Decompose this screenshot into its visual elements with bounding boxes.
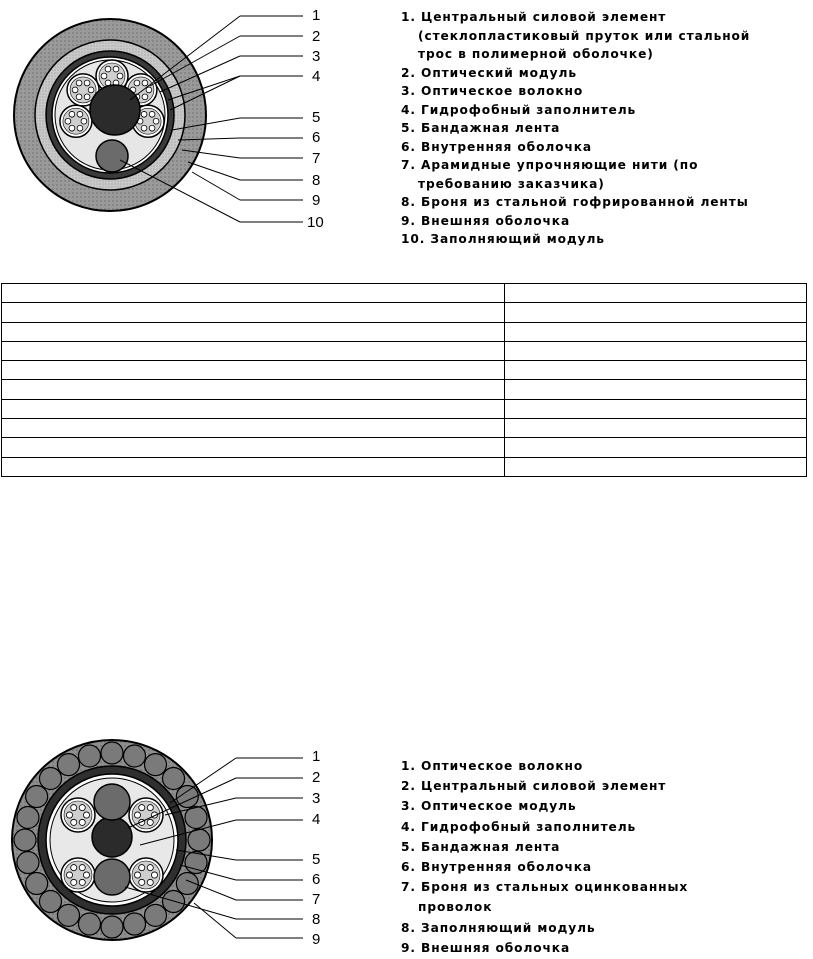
optical-fiber [66,812,72,818]
armor-wire [78,913,100,935]
optical-fiber [76,94,82,100]
table-cell-value [505,380,807,399]
table-row [2,341,807,360]
cable-cross-section-2 [0,725,400,959]
legend-line: 2. Центральный силовой элемент [401,779,667,794]
num-label: 6 [312,871,321,888]
armor-wire [124,913,146,935]
optical-fiber [117,73,123,79]
optical-fiber [79,805,85,811]
table-row [2,438,807,457]
filling-module-2b [94,859,130,895]
armor-wire [58,904,80,926]
optical-fiber [149,125,155,131]
armor-wire [163,891,185,913]
legend-line: 9. Внешняя оболочка [401,213,571,228]
figure2-legend [401,756,688,958]
armor-wire [124,745,146,767]
table-cell-value [505,419,807,438]
table-cell-param [2,457,505,476]
armor-wire [39,767,61,789]
table-cell-value [505,341,807,360]
optical-fiber [66,872,72,878]
optical-fiber [101,73,107,79]
table-cell-value [505,399,807,418]
armor-wire [145,754,167,776]
optical-fiber [77,111,83,117]
num-label: 4 [312,68,321,85]
spec-table [1,283,807,477]
table-cell-param [2,341,505,360]
optical-fiber [76,80,82,86]
armor-wire [145,904,167,926]
optical-fiber [139,805,145,811]
optical-module [61,858,95,892]
legend-line: 4. Гидрофобный заполнитель [401,102,637,117]
optical-fiber [105,66,111,72]
optical-fiber [71,805,77,811]
optical-module [129,798,163,832]
legend-line: требованию заказчика) [418,176,605,191]
optical-fiber [79,819,85,825]
optical-fiber [142,94,148,100]
num-label: 3 [312,790,321,807]
armor-wire [39,891,61,913]
optical-module [129,858,163,892]
optical-module [60,105,92,137]
optical-fiber [83,812,89,818]
optical-fiber [83,872,89,878]
optical-fiber [71,819,77,825]
optical-fiber [71,865,77,871]
armor-wire [17,852,39,874]
legend-line: 1. Центральный силовой элемент [401,10,667,24]
optical-fiber [142,80,148,86]
armor-wire [188,829,210,851]
table-cell-param [2,380,505,399]
table-row [2,303,807,322]
optical-fiber [141,111,147,117]
num-label: 7 [312,150,321,167]
legend-line: 2. Оптический модуль [401,65,577,80]
optical-fiber [134,872,140,878]
optical-fiber [147,805,153,811]
optical-fiber [149,111,155,117]
table-cell-param [2,303,505,322]
legend-line: 8. Заполняющий модуль [401,920,596,935]
optical-fiber [147,819,153,825]
optical-module [61,798,95,832]
num-label: 3 [312,48,321,65]
cable-cross-section-1 [0,0,400,260]
table-cell-value [505,303,807,322]
optical-fiber [84,94,90,100]
table-cell-value [505,457,807,476]
num-label: 2 [312,769,321,786]
optical-fiber [134,80,140,86]
optical-fiber [146,87,152,93]
legend-line: проволок [418,900,493,915]
armor-wire [26,786,48,808]
table-cell-param [2,419,505,438]
legend-line: (стеклопластиковый пруток или стальной [418,28,751,43]
table-cell-value [505,322,807,341]
num-label: 2 [312,28,321,45]
optical-fiber [151,872,157,878]
num-label: 1 [312,748,321,765]
table-row [2,361,807,380]
optical-fiber [69,125,75,131]
optical-fiber [153,118,159,124]
legend-line: трос в полимерной оболочке) [418,47,654,61]
legend-line: 4. Гидрофобный заполнитель [401,819,637,834]
armor-wire [14,829,36,851]
table-row [2,419,807,438]
legend-line: 3. Оптическое волокно [401,84,584,98]
filling-module-2a [94,784,130,820]
table-cell-param [2,361,505,380]
legend-line: 5. Бандажная лента [401,121,561,135]
num-label: 9 [312,931,321,948]
num-label: 6 [312,129,321,146]
optical-fiber [88,87,94,93]
table-row [2,322,807,341]
optical-fiber [139,879,145,885]
table-cell-value [505,361,807,380]
armor-wire [26,873,48,895]
table-row [2,284,807,303]
table-cell-param [2,284,505,303]
optical-fiber [134,812,140,818]
armor-wire [163,767,185,789]
filling-module-1 [96,140,128,172]
optical-fiber [79,865,85,871]
num-label: 10 [307,214,324,231]
optical-fiber [65,118,71,124]
armor-wire [101,916,123,938]
armor-wire [101,742,123,764]
table-row [2,457,807,476]
optical-fiber [141,125,147,131]
legend-line: 8. Броня из стальной гофрированной ленты [401,195,749,209]
armor-wire [17,806,39,828]
table-cell-param [2,399,505,418]
legend-line: 6. Внутренняя оболочка [401,139,593,154]
table-cell-value [505,438,807,457]
legend-line: 7. Броня из стальных оцинкованных [401,880,689,895]
optical-fiber [84,80,90,86]
legend-line: 6. Внутренняя оболочка [401,859,593,874]
table-row [2,380,807,399]
optical-fiber [72,87,78,93]
num-label: 9 [312,192,321,209]
optical-fiber [139,865,145,871]
num-label: 5 [312,109,321,126]
table-row [2,399,807,418]
optical-fiber [77,125,83,131]
optical-fiber [113,66,119,72]
optical-fiber [147,879,153,885]
optical-fiber [81,118,87,124]
legend-line: 1. Оптическое волокно [401,759,584,773]
optical-fiber [79,879,85,885]
table-cell-value [505,284,807,303]
optical-fiber [71,879,77,885]
legend-line: 5. Бандажная лента [401,839,561,854]
armor-wire [58,754,80,776]
table-cell-param [2,438,505,457]
num-label: 8 [312,172,321,189]
legend-line: 3. Оптическое модуль [401,799,577,814]
central-strength-member-1 [90,85,140,135]
table-cell-param [2,322,505,341]
num-label: 7 [312,891,321,908]
num-label: 1 [312,7,321,24]
num-label: 8 [312,911,321,928]
num-label: 5 [312,851,321,868]
legend-line: 9. Внешняя оболочка [401,940,571,955]
central-strength-member-2 [92,817,132,857]
legend-line: 7. Арамидные упрочняющие нити (по [401,158,699,172]
optical-fiber [69,111,75,117]
optical-fiber [147,865,153,871]
armor-wire [78,745,100,767]
figure1-legend [401,8,750,249]
num-label: 4 [312,811,321,828]
legend-line: 10. Заполняющий модуль [401,232,605,246]
